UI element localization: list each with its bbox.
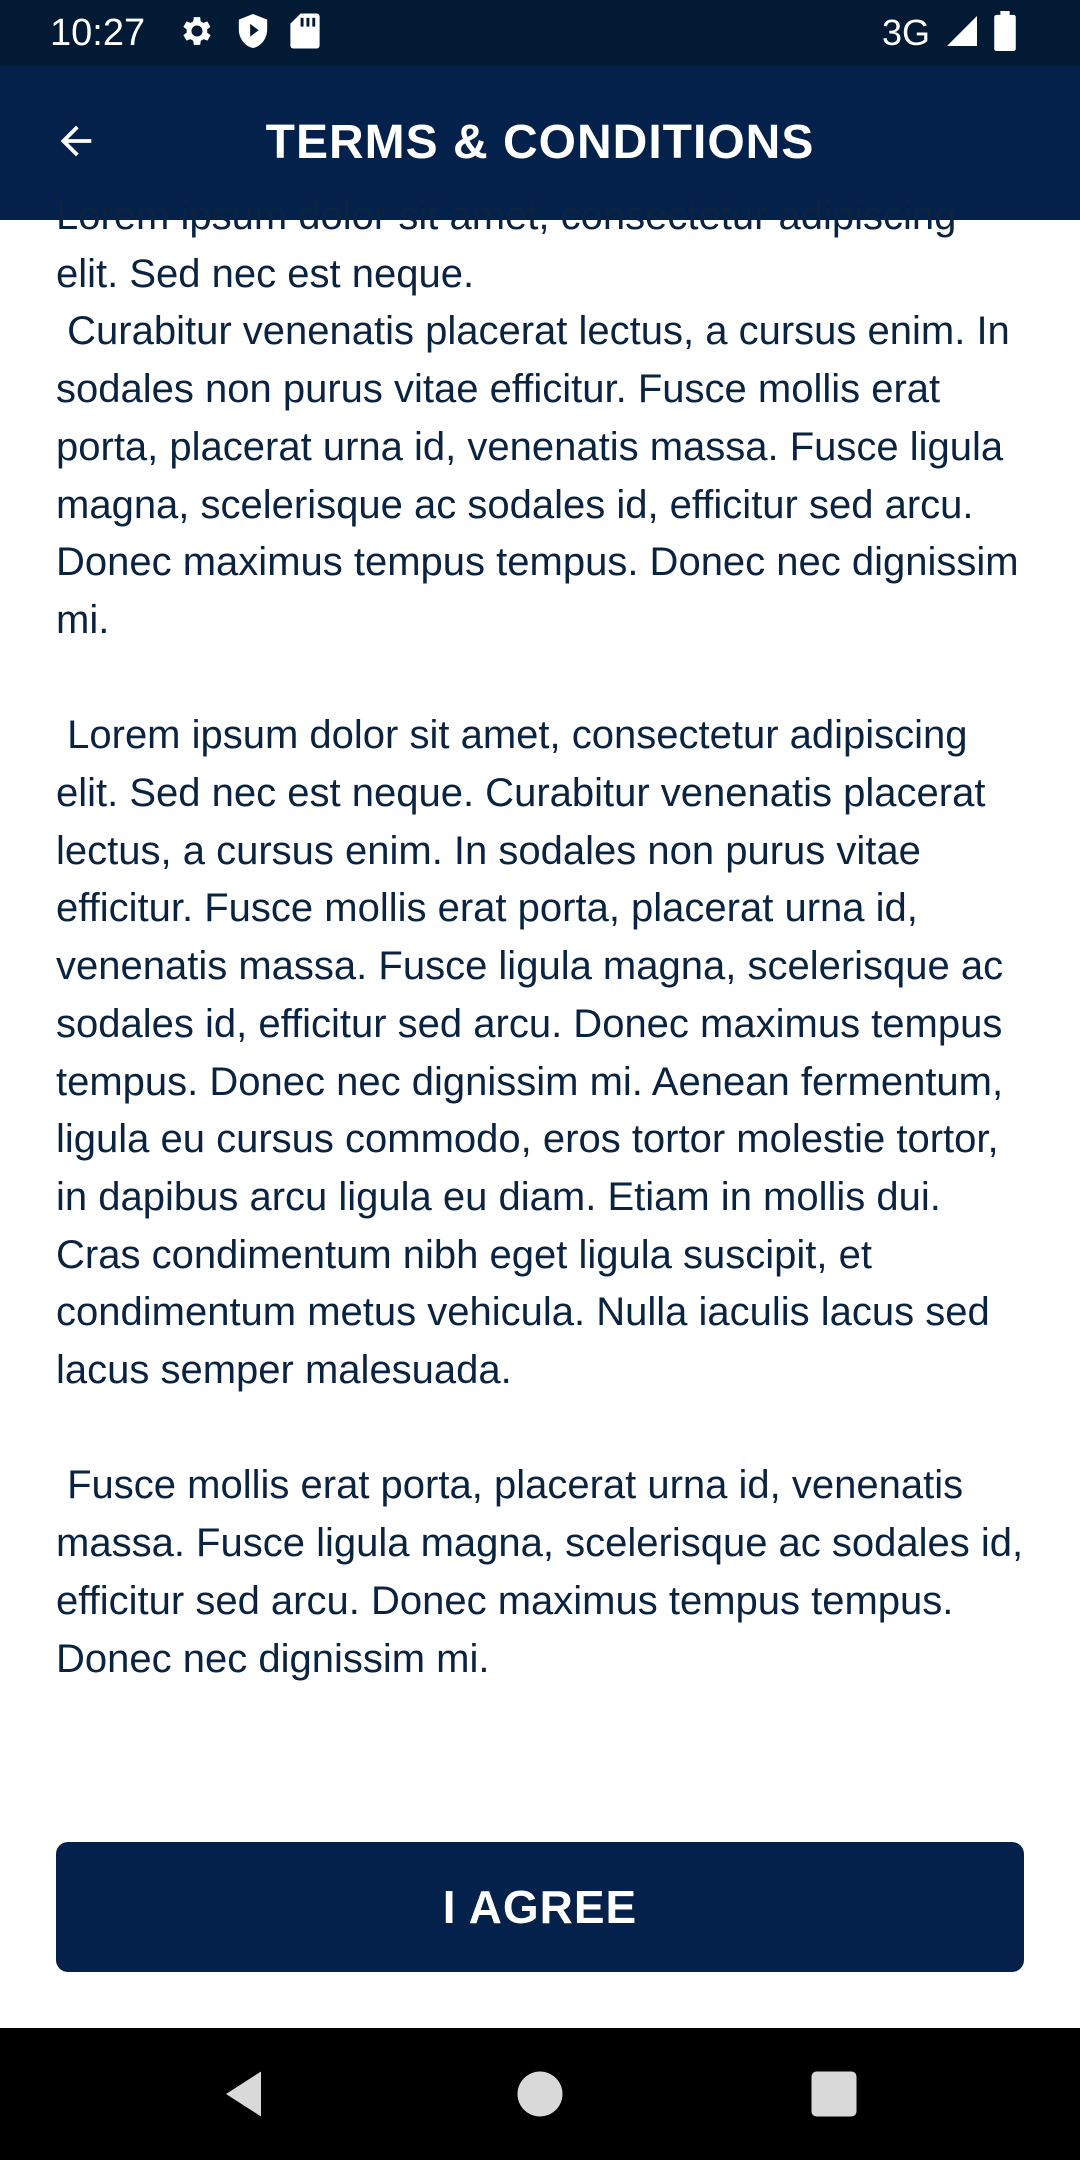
- status-icons-left: [178, 14, 320, 52]
- nav-home-icon[interactable]: [510, 2064, 570, 2124]
- settings-icon: [178, 12, 216, 55]
- system-nav-bar: [0, 2028, 1080, 2160]
- sd-card-icon: [290, 12, 320, 55]
- status-bar: [0, 0, 1080, 66]
- terms-paragraph: Lorem ipsum dolor sit amet, consectetur adipiscing elit. Sed nec est neque. Curabitur venenatis placerat lectus, a cursus enim. In sodales non purus vitae efficitur. Fusce mollis erat porta, placerat urna id, venenatis massa. Fusce ligula magna, scelerisque ac sodales id, efficitur sed arcu. Donec maximus tempus tempus. Donec nec dignissim mi.: [56, 194, 1019, 642]
- shield-icon: [236, 12, 270, 55]
- status-icons-right: [882, 12, 1016, 54]
- signal-icon: [944, 13, 980, 54]
- nav-back-icon[interactable]: [216, 2064, 276, 2124]
- terms-scroll-area[interactable]: [0, 194, 1080, 1812]
- agree-button[interactable]: I AGREE: [56, 1842, 1024, 1972]
- page-title: TERMS & CONDITIONS: [265, 116, 815, 169]
- terms-paragraph: Lorem ipsum dolor sit amet, consectetur adipiscing elit. Sed nec est neque. Curabitur venenatis placerat lectus, a cursus enim. In sodales non purus vitae efficitur. Fusce mollis erat porta, placerat urna id, venenatis massa. Fusce ligula magna, scelerisque ac sodales id, efficitur sed arcu. Donec maximus tempus tempus. Donec nec dignissim mi. Aenean fermentum, ligula eu cursus commodo, eros tortor molestie tortor, in dapibus arcu ligula eu diam. Etiam in mollis dui. Cras condimentum nibh eget ligula suscipit, et condimentum metus vehicula. Nulla iaculis lacus sed lacus semper malesuada.: [56, 713, 1015, 1393]
- nav-recents-icon[interactable]: [804, 2064, 864, 2124]
- status-time: 10:27: [50, 12, 146, 54]
- network-type: 3G: [881, 12, 930, 53]
- battery-icon: [994, 11, 1016, 56]
- terms-paragraph: Fusce mollis erat porta, placerat urna id, venenatis massa. Fusce ligula magna, scelerisque ac sodales id, efficitur sed arcu. Donec maximus tempus tempus. Donec nec dignissim mi.: [56, 1463, 1035, 1681]
- terms-text: [56, 188, 1035, 1746]
